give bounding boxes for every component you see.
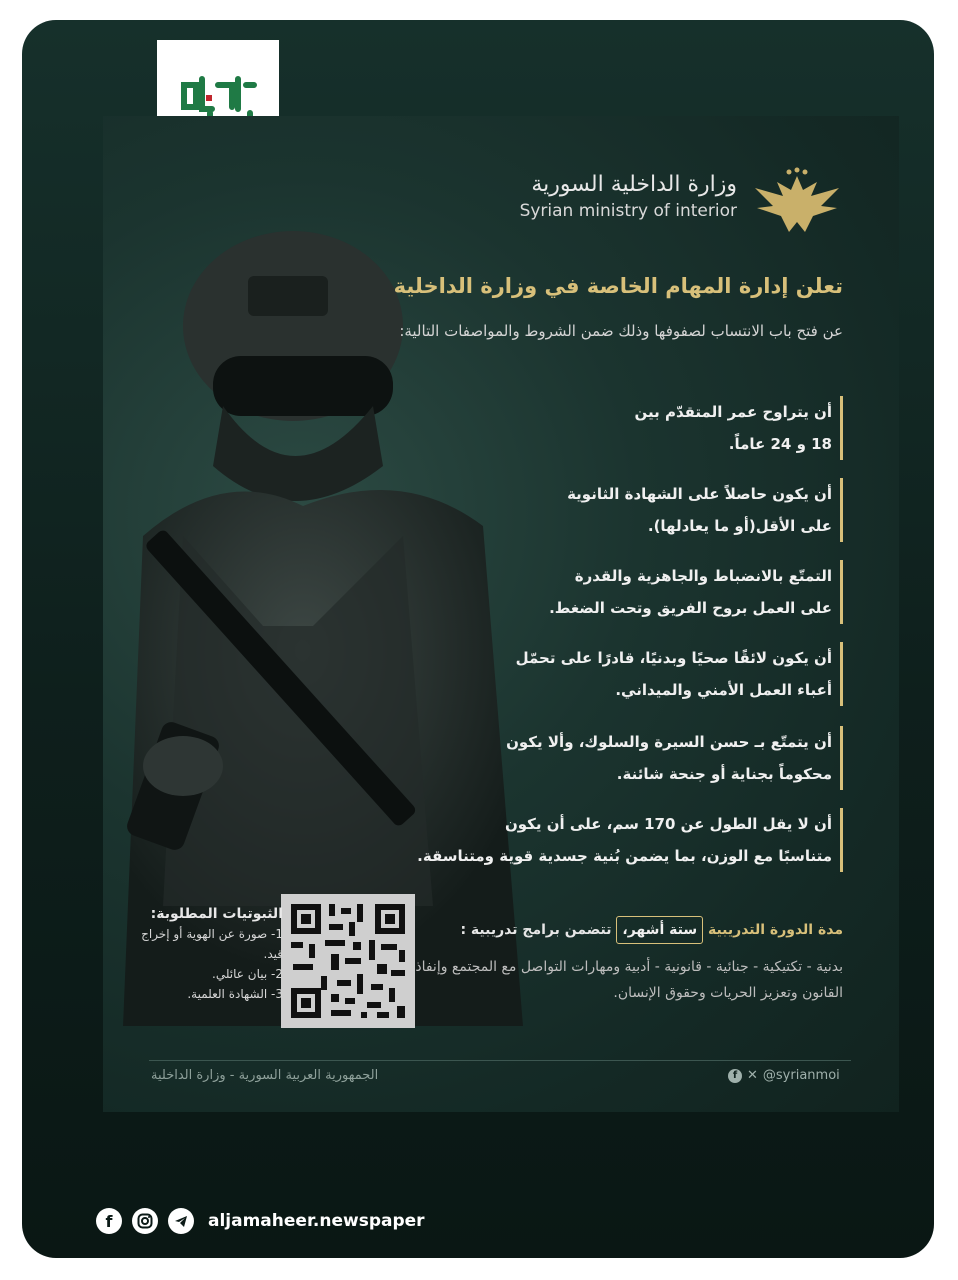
telegram-icon[interactable] [168, 1208, 194, 1234]
ministry-title [520, 171, 737, 223]
social-bar [96, 1208, 425, 1234]
condition-line: أن يكون لائقًا صحيًا وبدنيًا، قادرًا على تحمّل [515, 649, 832, 667]
condition-item [312, 642, 843, 706]
announcement-heading: تعلن إدارة المهام الخاصة في وزارة الداخلية [393, 274, 843, 298]
footer-divider [149, 1060, 851, 1061]
condition-item [312, 396, 843, 460]
duration-rest: تتضمن برامج تدريبية : [460, 922, 612, 938]
facebook-icon[interactable]: f [728, 1069, 742, 1083]
condition-item [312, 560, 843, 624]
condition-line: التمتّع بالانضباط والجاهزية والقدرة [574, 567, 832, 585]
ministry-english: Syrian ministry of interior [519, 201, 737, 221]
x-icon[interactable]: ✕ [747, 1068, 758, 1083]
condition-line: أن يتراوح عمر المتقدّم بين [634, 403, 832, 421]
site-name[interactable]: aljamaheer.newspaper [208, 1211, 425, 1231]
document-item: 2- بيان عائلي. [212, 967, 283, 981]
qr-code-icon [281, 894, 415, 1028]
announcement-intro: عن فتح باب الانتساب لصفوفها وذلك ضمن الشروط والمواصفات التالية: [399, 322, 843, 340]
recruitment-poster [103, 116, 899, 1112]
eagle-emblem-icon [747, 166, 847, 236]
condition-line: أن لا يقل الطول عن 170 سم، على أن يكون [504, 815, 832, 833]
document-item: 3- الشهادة العلمية. [187, 987, 283, 1001]
footer-social-handle [728, 1068, 840, 1083]
documents-title: الثبوتيات المطلوبة: [150, 906, 283, 922]
document-item: 1- صورة عن الهوية أو إخراج قيد. [141, 927, 283, 961]
condition-line: 18 و 24 عاماً. [728, 435, 832, 453]
condition-line: على العمل بروح الفريق وتحت الضغط. [549, 599, 832, 617]
condition-line: أعباء العمل الأمني والميداني. [615, 681, 832, 699]
condition-line: أن يتمتّع بـ حسن السيرة والسلوك، وألا يكون [506, 733, 832, 751]
condition-line: متناسبًا مع الوزن، بما يضمن بُنية جسدية قوية ومتناسقة. [417, 847, 832, 865]
footer-republic: الجمهورية العربية السورية - وزارة الداخلية [151, 1068, 379, 1083]
training-subjects: بدنية - تكتيكية - جنائية - قانونية - أدبية ومهارات التواصل مع المجتمع وإنفاذ القانون وتعزيز الحريات وحقوق الإنسان. [415, 959, 843, 1001]
qr-code[interactable] [281, 894, 415, 1028]
instagram-icon[interactable] [132, 1208, 158, 1234]
required-documents [133, 904, 283, 1004]
condition-line: على الأقل(أو ما يعادلها). [647, 517, 832, 535]
condition-item [312, 808, 843, 872]
condition-line: أن يكون حاصلاً على الشهادة الثانوية [567, 485, 832, 503]
handle-text[interactable]: @syrianmoi [762, 1068, 840, 1083]
ministry-arabic: وزارة الداخلية السورية [531, 172, 737, 197]
duration-label: مدة الدورة التدريبية [707, 922, 843, 938]
condition-line: محكوماً بجناية أو جنحة شائنة. [616, 765, 832, 783]
condition-item [312, 726, 843, 790]
condition-item [312, 478, 843, 542]
duration-value: ستة أشهر، [616, 916, 703, 944]
poster-frame [22, 20, 934, 1258]
facebook-icon[interactable]: f [96, 1208, 122, 1234]
